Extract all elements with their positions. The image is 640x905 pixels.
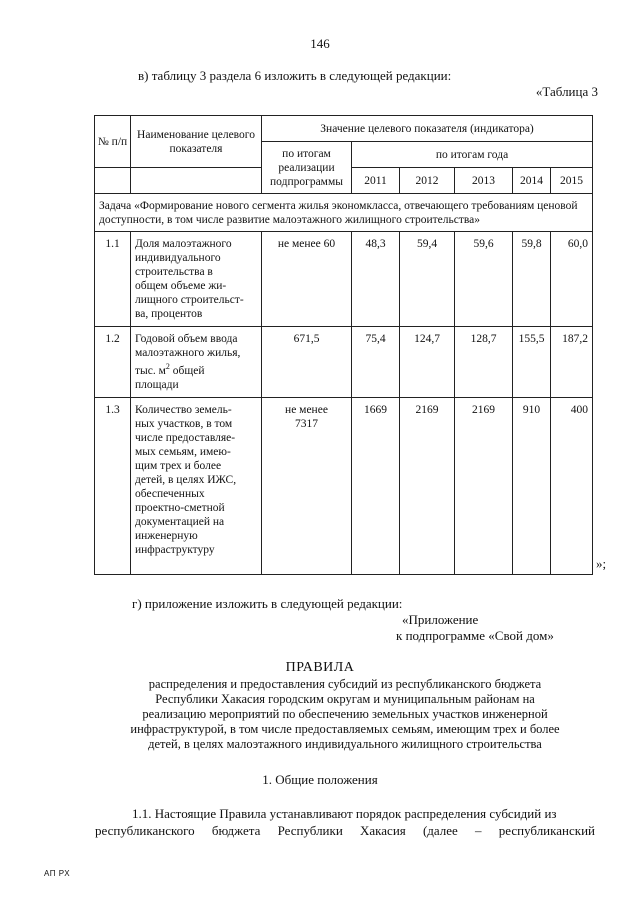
- name-line: Годовой объем ввода: [135, 333, 238, 345]
- name-line: детей, в целях ИЖС,: [135, 473, 237, 486]
- table-label: «Таблица 3: [535, 84, 598, 99]
- name-line: Количество земель-: [135, 403, 232, 416]
- row-value: 155,5: [513, 327, 551, 398]
- paragraph-line: республиканского бюджета Республики Хакасия (далее – республиканский: [95, 823, 595, 838]
- row-value: 400: [551, 397, 593, 574]
- appendix-ref-line: «Приложение: [402, 612, 479, 627]
- name-line: проектно-сметной: [135, 501, 225, 514]
- name-line: документацией на: [135, 515, 225, 528]
- subtitle-line: распределения и предоставления субсидий из республиканского бюджета: [148, 677, 542, 691]
- name-line: Доля малоэтажного: [135, 238, 232, 250]
- header-name: Наименование целевого показателя: [131, 116, 262, 168]
- name-line: мых семьям, имею-: [135, 445, 231, 458]
- section-title: 1. Общие положения: [262, 772, 378, 787]
- name-line: площади: [135, 378, 179, 391]
- row-value: 60,0: [551, 232, 593, 327]
- header-blank: [131, 168, 262, 194]
- appendix-reference: [396, 612, 554, 644]
- intro-text: в) таблицу 3 раздела 6 изложить в следующей редакции:: [138, 68, 452, 83]
- row-target: не менее 60: [262, 232, 352, 327]
- appendix-ref-line: к подпрограмме «Свой дом»: [396, 628, 554, 643]
- paragraph-line: 1.1. Настоящие Правила устанавливают порядок распределения субсидий из: [132, 806, 557, 821]
- page-number: 146: [310, 36, 330, 51]
- header-year: 2011: [352, 168, 400, 194]
- target-line: 7317: [295, 417, 318, 430]
- table-row: [95, 397, 593, 574]
- row-value: 187,2: [551, 327, 593, 398]
- row-indicator-name: [131, 232, 262, 327]
- rules-subtitle: [95, 677, 595, 752]
- name-line: строительства в: [135, 266, 213, 278]
- row-value: 59,6: [455, 232, 513, 327]
- indicator-table: [94, 115, 593, 575]
- table-row: [95, 232, 593, 327]
- subtitle-line: детей, в целях малоэтажного индивидуального жилищного строительства: [148, 737, 542, 751]
- name-line: инфраструктуру: [135, 543, 215, 556]
- row-number: 1.1: [95, 232, 131, 327]
- row-indicator-name: [131, 327, 262, 398]
- footer-mark: АП РХ: [44, 869, 71, 878]
- header-year: 2015: [551, 168, 593, 194]
- target-line: не менее: [285, 403, 328, 416]
- row-value: 124,7: [400, 327, 455, 398]
- header-year: 2014: [513, 168, 551, 194]
- closing-quote: »;: [596, 556, 607, 571]
- row-target: 671,5: [262, 327, 352, 398]
- row-number: 1.2: [95, 327, 131, 398]
- header-blank: [95, 168, 131, 194]
- row-target: [262, 397, 352, 574]
- header-value-group: Значение целевого показателя (индикатора): [262, 116, 593, 142]
- row-number: 1.3: [95, 397, 131, 574]
- subtitle-line: Республики Хакасия городским округам и муниципальным районам на: [155, 692, 535, 706]
- name-text: тыс. м: [135, 364, 166, 377]
- header-program-total: по итогам реализации подпрограммы: [262, 142, 352, 194]
- name-line: [135, 360, 257, 378]
- row-value: 75,4: [352, 327, 400, 398]
- row-value: 2169: [400, 397, 455, 574]
- row-indicator-name: [131, 397, 262, 574]
- name-line: ных участков, в том: [135, 417, 233, 430]
- name-line: инженерную: [135, 529, 198, 542]
- header-year: 2013: [455, 168, 513, 194]
- row-value: 2169: [455, 397, 513, 574]
- name-line: индивидуального: [135, 252, 221, 264]
- name-line: обеспеченных: [135, 487, 205, 500]
- name-line: лищного строительст-: [135, 294, 244, 306]
- row-value: 59,8: [513, 232, 551, 327]
- table-row: [95, 327, 593, 398]
- subtitle-line: реализацию мероприятий по обеспечению земельных участков инженерной: [142, 707, 548, 721]
- name-line: щим трех и более: [135, 459, 222, 472]
- row-value: 1669: [352, 397, 400, 574]
- row-value: 59,4: [400, 232, 455, 327]
- task-row: Задача «Формирование нового сегмента жилья экономкласса, отвечающего требованиям ценовой доступности, в том числе развитие малоэтажного жилищного строительства»: [95, 194, 593, 232]
- subtitle-line: инфраструктурой, в том числе предоставляемых семьям, имеющим трех и более: [130, 722, 560, 736]
- row-value: 128,7: [455, 327, 513, 398]
- superscript: 2: [165, 362, 170, 371]
- header-year: 2012: [400, 168, 455, 194]
- appendix-intro: г) приложение изложить в следующей редакции:: [132, 596, 403, 611]
- header-num: № п/п: [95, 116, 131, 168]
- row-value: 48,3: [352, 232, 400, 327]
- name-line: малоэтажного жилья,: [135, 347, 241, 359]
- header-year-group: по итогам года: [352, 142, 593, 168]
- rules-title: ПРАВИЛА: [285, 660, 355, 675]
- name-line: общем объеме жи-: [135, 280, 227, 292]
- name-line: ва, процентов: [135, 308, 203, 320]
- row-value: 910: [513, 397, 551, 574]
- name-line: числе предоставляе-: [135, 431, 236, 444]
- name-text: общей: [169, 364, 205, 377]
